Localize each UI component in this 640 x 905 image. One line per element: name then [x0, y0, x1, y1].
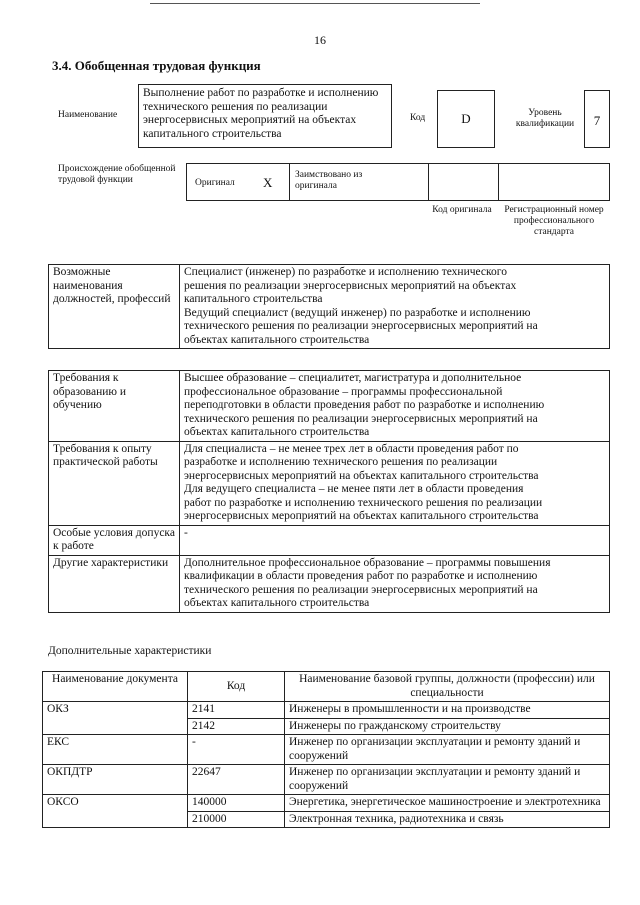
positions-line: решения по реализации энергосервисных мероприятий на объектах	[184, 279, 517, 292]
requirement-value	[180, 525, 610, 555]
code-cell: 22647	[188, 765, 285, 795]
scan-edge-line	[150, 3, 480, 4]
positions-line: Специалист (инженер) по разработке и исполнению технического	[184, 266, 507, 278]
code-value: D	[461, 111, 471, 126]
positions-line: объектах капитального строительства	[184, 333, 370, 346]
requirement-value	[180, 555, 610, 612]
table-row	[43, 702, 610, 719]
requirement-line: технического решения по реализации энергосервисных мероприятий на	[184, 412, 538, 425]
requirement-label: Другие характеристики	[49, 555, 180, 612]
table-row	[49, 525, 610, 555]
borrowed-label: Заимствовано из оригинала	[295, 170, 363, 191]
additional-characteristics-title: Дополнительные характеристики	[48, 645, 212, 657]
requirement-line: Дополнительное профессиональное образование – программы повышения	[184, 556, 551, 569]
name-label: Наименование	[58, 110, 118, 120]
requirement-line: технического решения по реализации энергосервисных мероприятий на	[184, 583, 538, 596]
header-code: Код	[188, 672, 285, 702]
requirement-value	[180, 441, 610, 525]
positions-value	[180, 265, 610, 349]
code-label: Код	[410, 113, 426, 123]
requirement-line: энергосервисных мероприятий на объектах капитального строительства	[184, 510, 539, 522]
requirement-line: объектах капитального строительства	[184, 597, 370, 609]
section-title: 3.4. Обобщенная трудовая функция	[52, 58, 261, 73]
requirement-line: разработке и исполнению технического решения по реализации	[184, 456, 498, 468]
document-cell: ЕКС	[43, 735, 188, 765]
table-row	[49, 441, 610, 525]
origin-box	[186, 163, 610, 201]
base-group-cell: Инженер по организации эксплуатации и ремонту зданий и сооружений	[285, 735, 610, 765]
origin-divider-3	[498, 164, 499, 200]
table-row	[43, 765, 610, 795]
function-name-box	[138, 84, 392, 148]
positions-line: капитального строительства	[184, 293, 323, 305]
requirement-line: профессиональное образование – программы профессиональной	[184, 385, 503, 398]
code-cell: 210000	[188, 811, 285, 828]
positions-line: Ведущий специалист (ведущий инженер) по разработке и исполнению	[184, 306, 531, 319]
requirement-line: Высшее образование – специалитет, магистратура и дополнительное	[184, 372, 522, 384]
original-label: Оригинал	[195, 178, 235, 188]
requirement-line: Для специалиста – не менее трех лет в области проведения работ по	[184, 442, 519, 455]
header-document: Наименование документа	[43, 672, 188, 702]
code-cell: 140000	[188, 795, 285, 812]
origin-divider-2	[428, 164, 429, 200]
table-header-row	[43, 672, 610, 702]
code-cell: 2142	[188, 718, 285, 735]
requirement-value	[180, 371, 610, 442]
positions-line: технического решения по реализации энергосервисных мероприятий на	[184, 320, 538, 332]
base-group-cell: Инженеры в промышленности и на производстве	[285, 702, 610, 719]
code-original-caption: Код оригинала	[432, 205, 492, 215]
table-row	[49, 371, 610, 442]
function-name-value: Выполнение работ по разработке и исполнению технического решения по реализации энергосервисных мероприятий на объектах капитального строительства	[143, 87, 379, 140]
table-row	[43, 811, 610, 828]
additional-characteristics-table	[42, 671, 610, 828]
code-cell: -	[188, 735, 285, 765]
qualification-level-box	[584, 90, 610, 148]
requirement-line: энергосервисных мероприятий на объектах капитального строительства	[184, 469, 539, 482]
qualification-level-value: 7	[593, 113, 601, 128]
requirement-line: -	[184, 526, 188, 539]
requirement-label: Особые условия допуска к работе	[49, 525, 180, 555]
header-base-group: Наименование базовой группы, должности (профессии) или специальности	[285, 672, 610, 702]
table-row	[43, 718, 610, 735]
table-row	[49, 265, 610, 349]
requirements-table	[48, 370, 610, 613]
table-row	[43, 735, 610, 765]
code-cell: 2141	[188, 702, 285, 719]
document-cell: ОКЗ	[43, 702, 188, 719]
base-group-cell: Электронная техника, радиотехника и связь	[285, 811, 610, 828]
page-number: 16	[314, 33, 326, 47]
requirement-line: работ по разработке и исполнению технического решения по реализации	[184, 496, 543, 509]
table-row	[43, 795, 610, 812]
requirement-label: Требования к образованию и обучению	[49, 371, 180, 442]
requirement-line: переподготовки в области проведения работ по разработке и исполнению	[184, 399, 545, 411]
requirement-line: Для ведущего специалиста – не менее пяти лет в области проведения	[184, 483, 524, 495]
registration-number-caption: Регистрационный номер профессионального стандарта	[504, 205, 604, 237]
requirement-label: Требования к опыту практической работы	[49, 441, 180, 525]
base-group-cell: Инженер по организации эксплуатации и ремонту зданий и сооружений	[285, 765, 610, 795]
original-mark: X	[263, 175, 273, 190]
positions-label: Возможные наименования должностей, профессий	[49, 265, 180, 349]
positions-table	[48, 264, 610, 349]
document-cell	[43, 718, 188, 735]
table-row	[49, 555, 610, 612]
requirement-line: объектах капитального строительства	[184, 426, 370, 438]
requirement-line: квалификации в области проведения работ по разработке и исполнению	[184, 570, 538, 582]
origin-label: Происхождение обобщенной трудовой функции	[58, 164, 176, 185]
document-cell	[43, 811, 188, 828]
origin-divider-1	[289, 164, 290, 200]
document-cell: ОКПДТР	[43, 765, 188, 795]
document-cell: ОКСО	[43, 795, 188, 812]
qualification-level-label: Уровень квалификации	[515, 108, 575, 129]
base-group-cell: Инженеры по гражданскому строительству	[285, 718, 610, 735]
code-box	[437, 90, 495, 148]
base-group-cell: Энергетика, энергетическое машиностроение и электротехника	[285, 795, 610, 812]
